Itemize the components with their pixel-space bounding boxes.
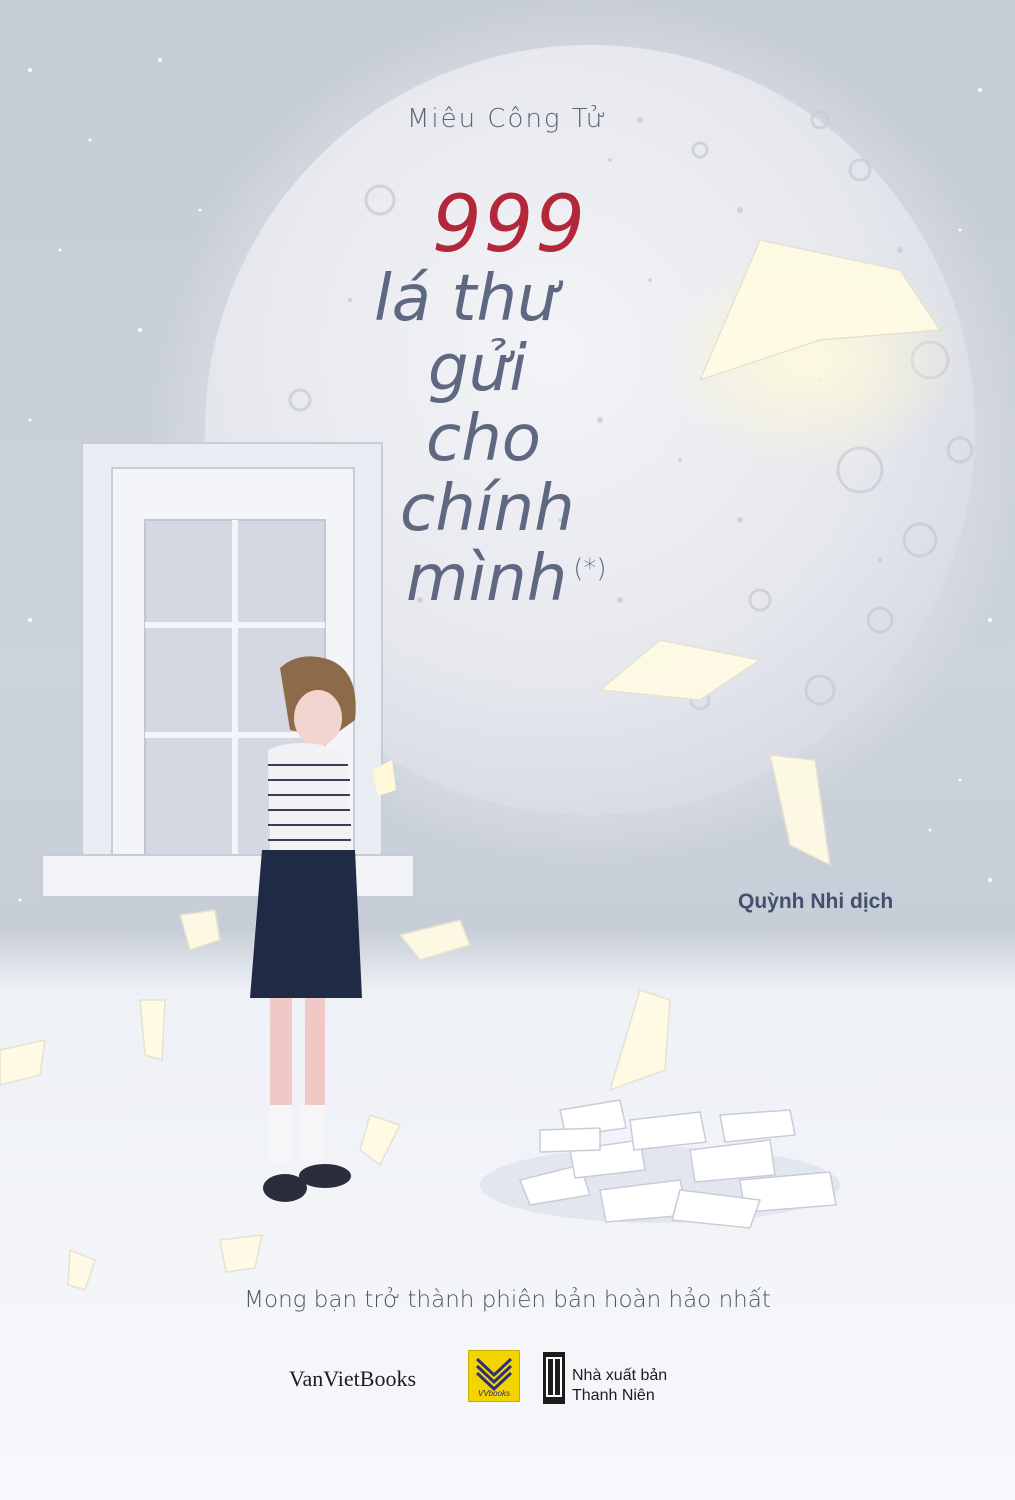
publisher-logo-icon (543, 1352, 565, 1404)
publisher-line-1: Nhà xuất bản (572, 1367, 668, 1384)
title-number: 999 (432, 180, 587, 270)
publisher-name (572, 1366, 667, 1406)
floor (0, 995, 1015, 1500)
translator-credit: Quỳnh Nhi dịch (738, 890, 894, 913)
title-line-2: gửi (428, 332, 527, 406)
title-line-1: lá thư (374, 262, 558, 336)
title-line-5 (406, 542, 607, 616)
vvbooks-logo-text: VVbooks (477, 1389, 511, 1398)
imprint-name: VanVietBooks (289, 1366, 417, 1391)
title-line-3: cho (426, 402, 541, 476)
title-footnote-mark: (*) (573, 554, 607, 584)
vvbooks-logo (468, 1350, 520, 1402)
title-line-5-text: mình (406, 542, 568, 616)
title-line-4: chính (400, 472, 575, 546)
window (42, 443, 414, 897)
tagline: Mong bạn trở thành phiên bản hoàn hảo nhất (244, 1287, 771, 1313)
publisher-line-2: Thanh Niên (572, 1387, 655, 1404)
book-title (370, 180, 607, 616)
author-name: Miêu Công Tử (407, 104, 608, 134)
